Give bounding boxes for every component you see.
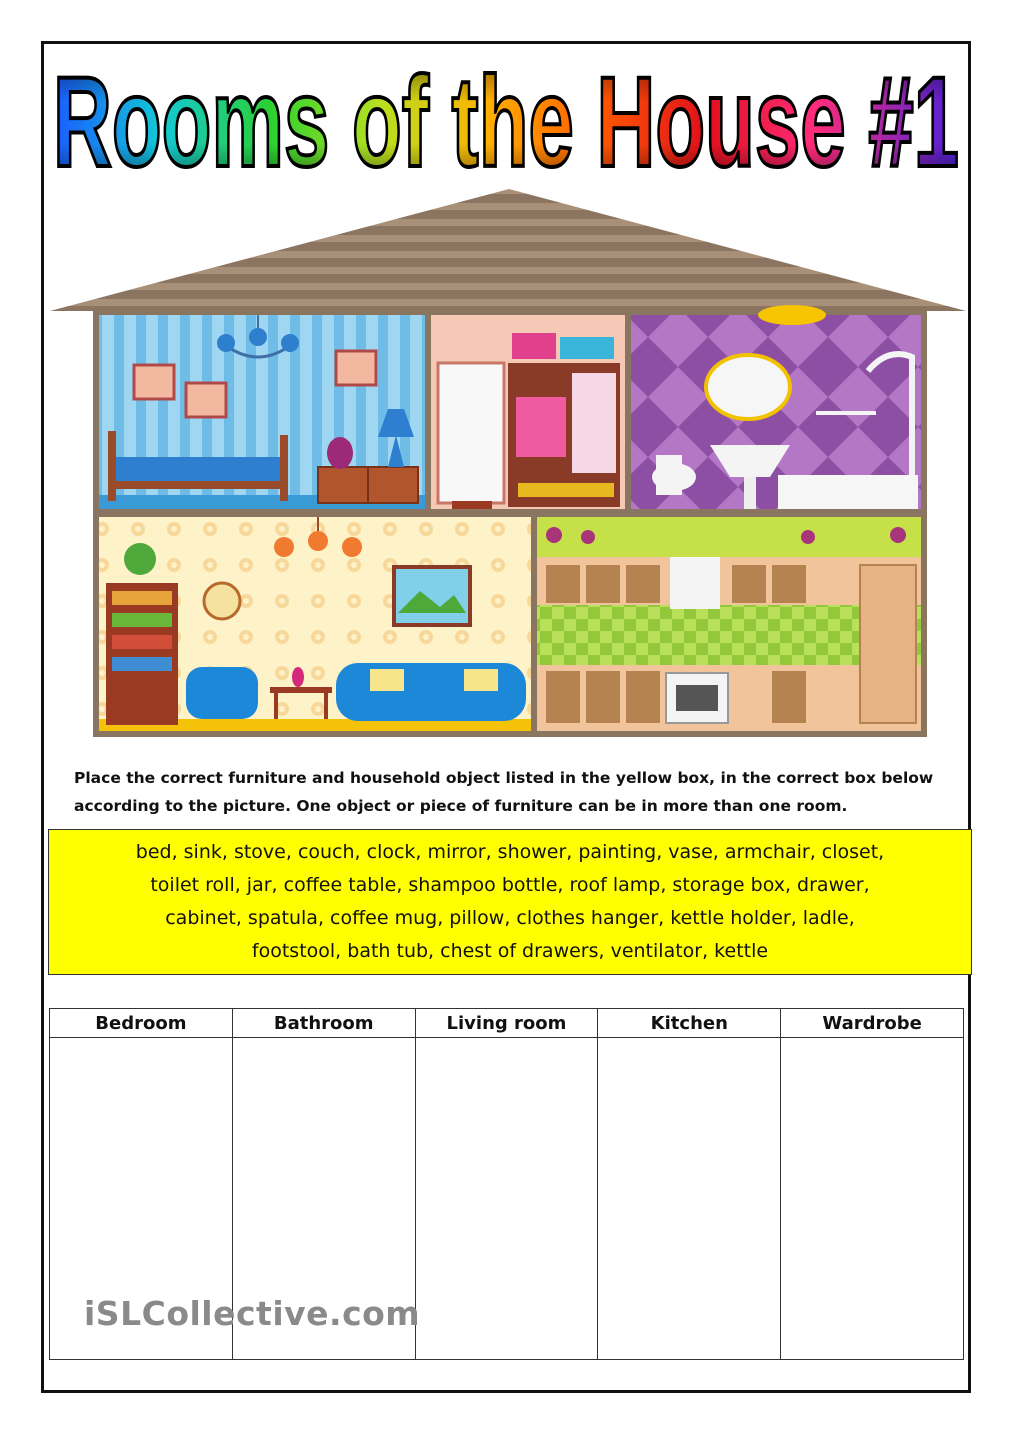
word-bank-line: bed, sink, stove, couch, clock, mirror, shower, painting, vase, armchair, closet, — [135, 841, 885, 863]
title-banner — [44, 50, 968, 178]
answer-cell-wardrobe[interactable] — [781, 1038, 964, 1360]
word-bank-box — [48, 829, 972, 975]
word-bank-line: toilet roll, jar, coffee table, shampoo bottle, roof lamp, storage box, drawer, — [150, 874, 870, 896]
living-room — [99, 517, 531, 731]
header-bathroom: Bathroom — [232, 1009, 415, 1038]
worksheet-page — [41, 41, 971, 1393]
kitchen-room — [537, 517, 921, 731]
answer-cell-living-room[interactable] — [415, 1038, 598, 1360]
header-living-room: Living room — [415, 1009, 598, 1038]
house-illustration — [48, 187, 968, 737]
page-title: Rooms of the House #1 — [53, 51, 959, 178]
wardrobe-room — [431, 315, 625, 509]
header-kitchen: Kitchen — [598, 1009, 781, 1038]
header-bedroom: Bedroom — [50, 1009, 233, 1038]
bedroom-room — [99, 315, 425, 509]
answer-table-header — [50, 1009, 964, 1038]
roof — [50, 189, 966, 311]
word-bank-line: footstool, bath tub, chest of drawers, ventilator, kettle — [251, 940, 769, 962]
page-title-shading: Rooms of the House #1 — [53, 51, 959, 178]
answer-cell-kitchen[interactable] — [598, 1038, 781, 1360]
watermark: iSLCollective.com — [84, 1294, 421, 1333]
header-wardrobe: Wardrobe — [781, 1009, 964, 1038]
instructions-text: Place the correct furniture and household object listed in the yellow box, in the correct box below according to the picture. One object or piece of furniture can be in more than one room. — [74, 769, 934, 815]
bathroom-room — [631, 305, 921, 509]
title-graphic — [44, 50, 968, 178]
word-bank-line: cabinet, spatula, coffee mug, pillow, clothes hanger, kettle holder, ladle, — [165, 907, 855, 929]
